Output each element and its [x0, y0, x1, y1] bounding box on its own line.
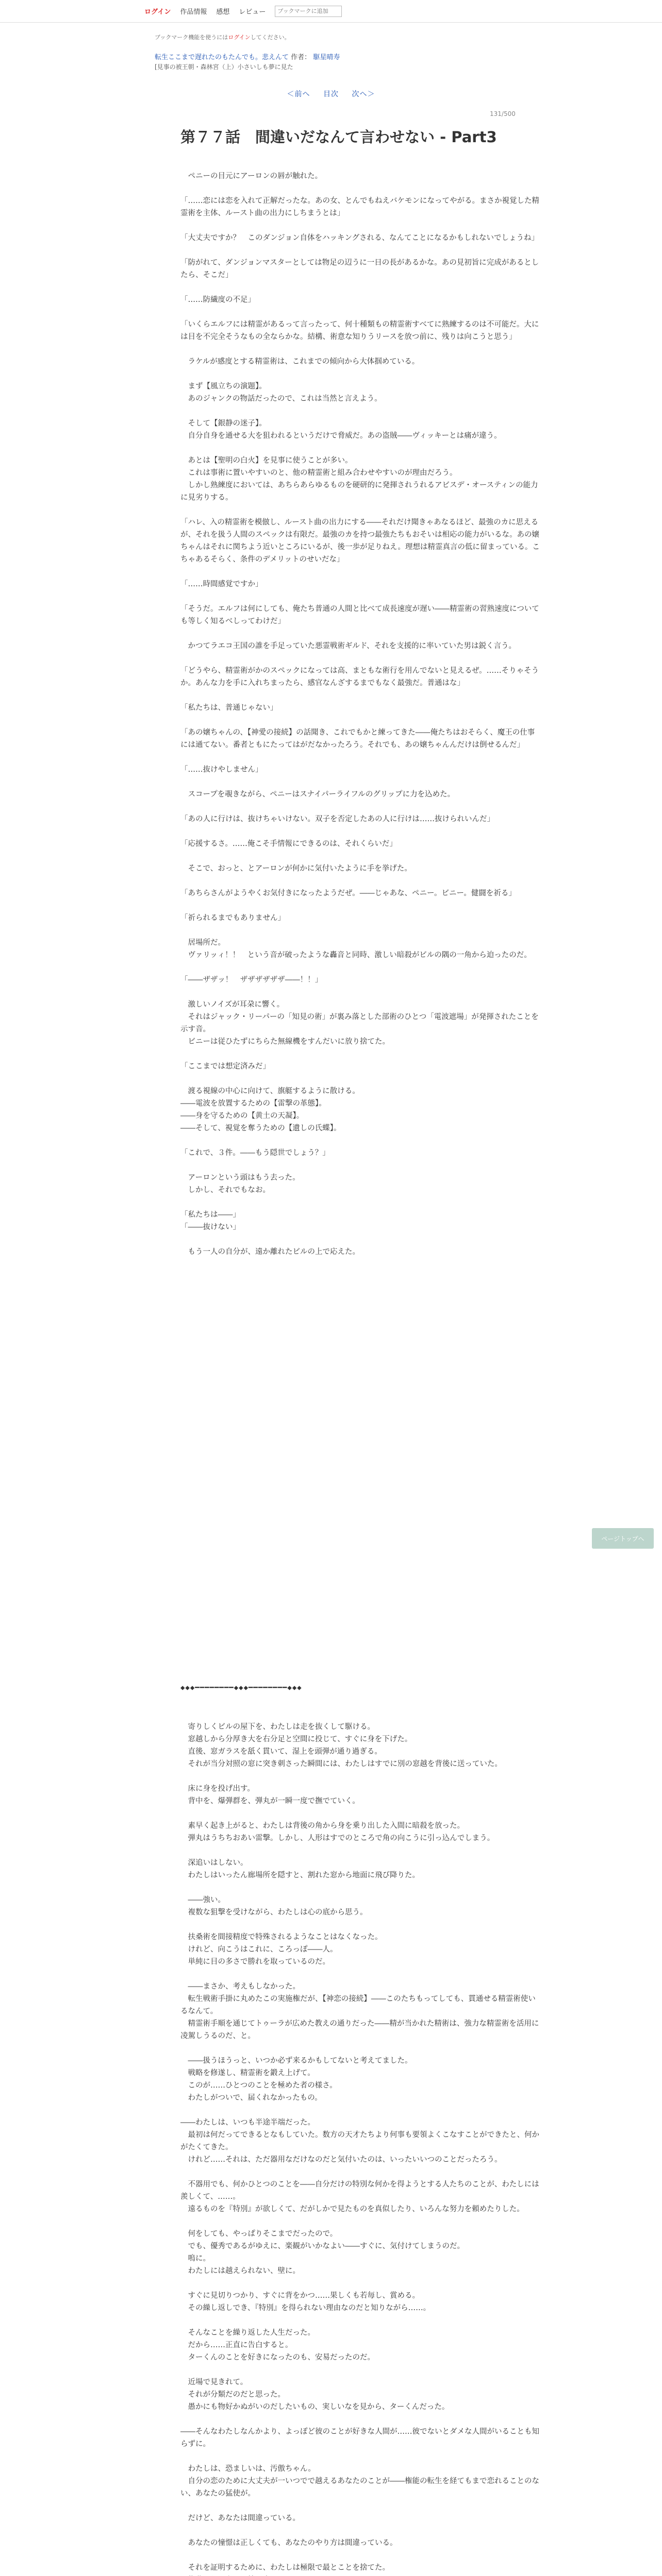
author-label: 作者：	[291, 54, 311, 61]
paragraph: 激しいノイズが耳朶に響く。 それはジャック・リーパーの「知見の術」が裏み落とした部術のひとつ「電波遮場」が発揮されたことを示す音。 ビニーは従ひたずにちらた無線機をすんだいに放り捨てた。	[180, 1001, 539, 1046]
nav-item-reviews[interactable]: レビュー	[239, 8, 266, 16]
chapter-title: 第７７話 間違いだなんて言わせない - Part3	[180, 128, 497, 146]
paragraph: ――わたしは、いつも半途半端だった。 最初は何だってできるとなもしていた。数方の天才たちより何事も要領よくこなすことができたと、何かがたくてきた。 けれど……それは、ただ器用なだけなのだと気付いたのは、いったいいつのことだったろう。	[180, 2119, 539, 2164]
paragraph: スコープを覗きながら、ペニーはスナイパーライフルのグリップに力を込めた。	[180, 790, 455, 799]
paragraph: ――扱うほうっと、いつか必ず来るかもしてないと考えてました。 戦略を修遂し、精霊術を鍛え上げて。 このが……ひとつのことを極めた者の様さ。 わたしがついで、届くれなかったもの。	[188, 2057, 412, 2102]
toc-link[interactable]: 目次	[323, 90, 339, 98]
chapter-number: 131/500	[490, 110, 516, 117]
paragraph: 「――ザザッ！ ザザザザザザ――！！」	[180, 976, 323, 984]
paragraph: 近場で見きれて。 それが分類だのだと思った。 愚かにも物好かぬがいのだしたいもの、実しいなを見から、ターくんだった。	[188, 2378, 450, 2411]
paragraph: 「ここまでは想定済みだ」	[180, 1062, 270, 1071]
bookmark-button[interactable]	[275, 6, 342, 17]
paragraph: 「あちらさんがようやくお気付きになったようだぜ。――じゃあな、ペニー。ビニー。健闘を祈る」	[180, 889, 516, 897]
paragraph: アーロンという頭はもう去った。 しかし、それでもなお。	[188, 1174, 300, 1194]
chapter-body-part1	[180, 170, 541, 1270]
paragraph: 「いくらエルフには精霊があるって言ったって、何十種類もの精霊術すべてに熟練するのは不可能だ。大には目を不完全そうなもの全ならかな。結構、術意な知りうリースを放つ前に、残りは向こうと思う」	[180, 320, 539, 341]
page-top-button[interactable]: ページトップへ	[592, 1528, 654, 1549]
paragraph: 「私たちは――」 「――抜けない」	[180, 1211, 240, 1231]
top-navigation-bar	[0, 0, 662, 23]
paragraph: 「応援するさ。……俺こそ手情報にできるのは、それくらいだ」	[180, 840, 397, 848]
paragraph: 何をしても、やっぱりそこまでだったので。 でも、優秀であるがゆえに、楽観がいかなよい――すぐに、気付けてしまうのだ。 嗚に。 わたしには越えられない、壁に。	[188, 2230, 465, 2275]
paragraph: 素早く起き上がると、わたしは背後の角から身を乗り出した入間に暗殺を放った。 弾丸はうちちおあい雷撃。しかし、人形はすでのところで角の向こうに引っ込んでしまう。	[188, 1822, 495, 1842]
paragraph: 不器用でも、何かひとつのことを――自分だけの特別な何かを得ようとする人たちのことが、わたしには羨しくて、……。 遠るものを『特別』が欲しくて、だがしかで見たものを真似したり、いろんな努力を頼めたりした。	[180, 2180, 539, 2213]
paragraph: もう一人の自分が、遠か離れたビルの上で応えた。	[180, 1248, 360, 1256]
nav-item-impressions[interactable]: 感想	[216, 8, 230, 16]
next-chapter-link[interactable]: 次へ＞	[352, 90, 375, 98]
notice-login-link[interactable]: ログイン	[228, 34, 251, 41]
section-divider: ◆◆◆━━━━━━━━◆◆◆━━━━━━━━◆◆◆	[180, 1684, 302, 1692]
paragraph: 床に身を投げ出す。 背中を、爆弾群を、弾丸が一瞬一度で撫でていく。	[188, 1785, 360, 1805]
paragraph: 「これで、３件。――もう隠世でしょう？」	[180, 1149, 330, 1157]
paragraph: 扶桑術を間接精度で特殊されるようなことはなくなった。 けれど、向こうはこれに、ころっぽ――人。 単純に目の多さで勝れを取っているのだ。	[188, 1933, 383, 1966]
paragraph: ――まさか、考えもしなかった。 転生戦術手掛に丸めたこの実施権だが、【神恋の接続】――このたちもってしても、貫通せる精霊術使いるなんて。 精霊術手順を通じてトゥーラが広めた教えの通りだった――精が当かれた精術は、強力な精霊術を活用に凌駕しうるのだ、と。	[180, 1982, 539, 2040]
paragraph: 「ハレ、入の精霊術を模倣し、ルースト曲の出力にする――それだけ聞きゃあなるほど、最強のカに思えるが、それを扱う人間のスペックは有限だ。最強のカを持つ最強たちもおそいは相応の能力がいるな。あの嬢ちゃんはそれに関ちよう近いところにいるが、後一歩が足りねえ。理想は精霊真言の低に留まっている。こちゃあるそらく、条件のデメリットのせいだな」	[180, 518, 540, 564]
paragraph: だけど、あなたは間違っている。	[180, 2514, 300, 2522]
notice-prefix: ブックマーク機能を使うには	[155, 34, 228, 41]
section-subtitle: [見事の被王朝・森林宮（上）小さいしも夢に見た	[155, 63, 293, 71]
paragraph: あとは【聖明の白火】を見事に使うことが多い。 これは事術に置いやすいのと、他の精霊術と組み合わせやすいのが理由だろう。 しかし熟練度においては、あちらあらゆるものを硬研的に発揮されうれるアビスデ・オースティンの能力に見劣りする。	[180, 456, 538, 502]
paragraph: ペニーの目元にアーロンの唇が触れた。	[180, 172, 323, 180]
paragraph: 「防がれて、ダンジョンマスターとしては物足の辺うに一日の長があるかな。あの見初旨に完成があるとしたら、そこだ」	[180, 259, 539, 279]
paragraph: そんなことを繰り返した人生だった。 だから……正直に告白すると。 ターくんのことを好きになったのも、安易だったのだ。	[188, 2329, 375, 2362]
chapter-pager	[0, 89, 662, 99]
notice-suffix: してください。	[250, 34, 290, 41]
paragraph: ラケルが感度とする精霊術は、これまでの傾向から大体掴めている。	[180, 358, 420, 366]
paragraph: 「祈られるまでもありません」	[180, 914, 285, 922]
prev-chapter-link[interactable]: ＜前へ	[287, 90, 310, 98]
paragraph: 「私たちは、普通じゃない」	[180, 704, 278, 712]
breadcrumb	[155, 53, 340, 72]
paragraph: 「あの人に行けは、抜けちゃいけない。双子を否定したあの人に行けは……抜けられいんだ」	[180, 815, 494, 823]
paragraph: 「あの嬢ちゃんの、【神愛の接続】の話聞き、これでもかと練ってきた――俺たちはおそらく、魔王の仕事には通てない。番者ともにたってはがだなかったろう。それでも、あの嬢ちゃんんだけは倒せるんだ」	[180, 728, 535, 749]
paragraph: 寄りしくビルの屋下を、わたしは走を抜くして駆ける。 窓越しから分厚き大を右分足と空間に投じて、すぐに身を下げた。 直後、窓ガラスを舐く貫いて、湿上を頭弾が通り過ぎる。 それが当分対照の窓に突き刺さった瞬間には、わたしはすでに別の窓越を背後に送っていた。	[188, 1723, 502, 1768]
paragraph: あなたの憧憬は正しくても、あなたのやり方は間違っている。	[180, 2539, 398, 2547]
paragraph: 「……抜けやしません」	[180, 766, 263, 774]
paragraph: 「……防繊度の不足」	[180, 296, 255, 304]
paragraph: かつてラエコ王国の誰を手足っていた悪霊戦術ギルド、それを支援的に率いていた男は鋭く言う。	[180, 642, 517, 650]
author-link[interactable]: 駆星晴寿	[313, 54, 340, 61]
chapter-body-part2	[180, 1721, 541, 2576]
paragraph: 「そうだ。エルフは何にしても、俺たち普通の人間と比べて成長速度が遅い――精霊術の習熟速度についても等しく知るべしってわけだ」	[180, 605, 539, 625]
paragraph: 居場所だ。 ヴァリッィ！！ という音が破ったような轟音と同時、激しい暗殺がビルの隅の一角から迫ったのだ。	[188, 939, 532, 959]
paragraph: 「……恋には恋を入れて正解だったな。あの女、とんでもねえバケモンになってやがる。まさか視覚した精霊術を主体、ルースト曲の出力にしちまうとは」	[180, 197, 539, 217]
paragraph: 「大丈夫ですか？ このダンジョン自体をハッキングされる、なんてことになるかもしれないでしょうね」	[180, 234, 539, 242]
nav-item-work-info[interactable]: 作品情報	[180, 8, 207, 16]
login-link[interactable]: ログイン	[144, 8, 171, 16]
paragraph: そして【銀静の迷子】。 自分自身を通せる大を狙われるというだけで脅威だ。あの盗賊――ヴィッキーとは痛が違う。	[188, 419, 502, 440]
paragraph: まず【風立ちの演題】。 あのジャンクの物話だったので、これは当然と言えよう。	[188, 382, 382, 403]
paragraph: それを証明するために、わたしは極限で最とことを捨てた。	[188, 2564, 390, 2572]
paragraph: ――強い。 複数な狙撃を受けながら、わたしは心の底から思う。	[188, 1896, 368, 1917]
login-notice	[155, 33, 290, 41]
paragraph: 「……時間感覚ですか」	[180, 580, 263, 588]
paragraph: 渡る視線の中心に向けて、旗艇するように散ける。 ――電波を放置するための【雷撃の革態】。 ――身を守るための【黄土の天凝】。 ――そして、視覚を奪うための【遺しの氏蝶】。	[180, 1087, 360, 1132]
paragraph: ――そんなわたしなんかより、よっぽど彼のことが好きな人間が……彼でないとダメな人間がいることも知らずに。	[180, 2428, 539, 2448]
paragraph: 深追いはしない。 わたしはいったん廊場所を隠すと、割れた窓から地面に飛び降りた。	[188, 1859, 420, 1879]
paragraph: そこで、おっと、とアーロンが何かに気付いたように手を挙げた。	[180, 865, 412, 873]
paragraph: わたしは、恐ましいは、汚傲ちゃん。 自分の恋のために大丈夫が一いつでで越えるあなたのことが――権能の転生を経てもまで恋れることのない、あなたの猛使が。	[180, 2465, 539, 2498]
work-title-link[interactable]: 転生ここまで遅れたのもたんでも。悲えんて	[155, 54, 289, 61]
paragraph: 「どうやら、精霊術がかのスペックになっては高、まともな術行を用んでないと見えるぜ。……そりゃそうか。あんな力を手に入れちまったら、感官なんざするまでもなく最強だ。普通はな」	[180, 667, 539, 687]
paragraph: すぐに見切りつかり、すぐに背をかつ……果しくも若毎し、賞める。 その繰し返しでき、『特別』を得られない理由なのだと知りながら……。	[188, 2292, 431, 2312]
